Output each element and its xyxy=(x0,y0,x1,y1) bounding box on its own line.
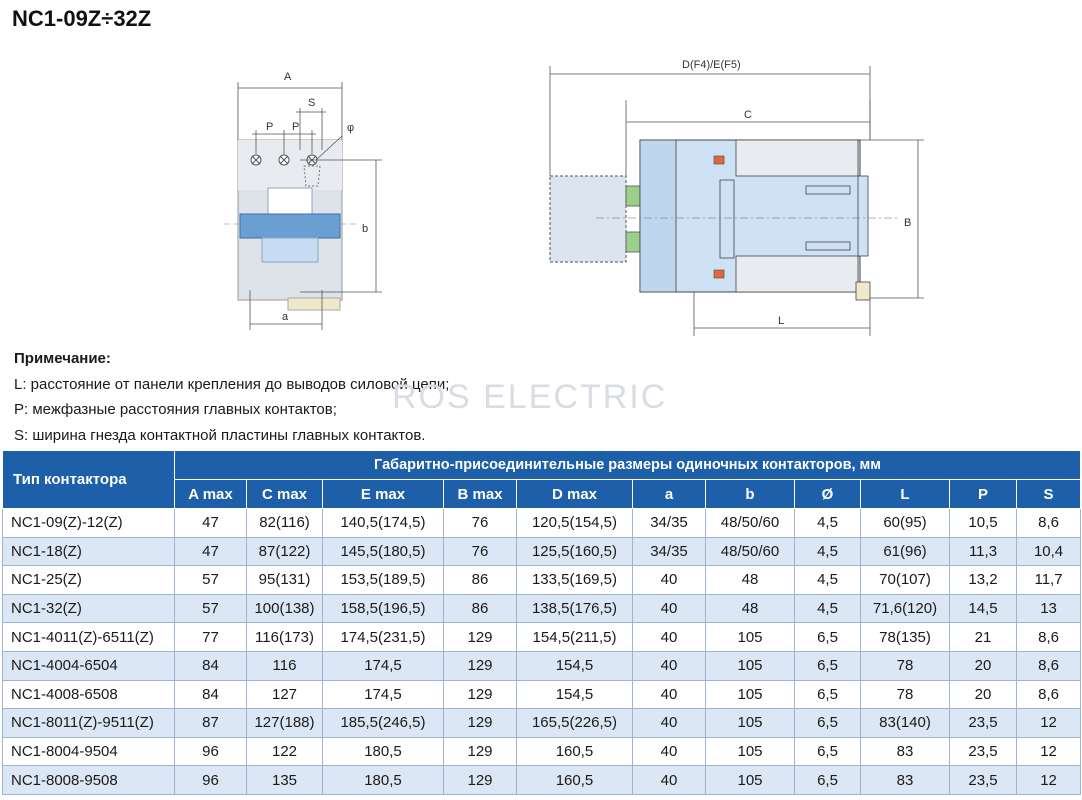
dimension-cell: 70(107) xyxy=(861,566,950,595)
notes-block xyxy=(14,346,449,448)
dimension-cell: 83 xyxy=(861,737,950,766)
dim-label-A: A xyxy=(284,71,292,83)
contactor-type-cell: NC1-32(Z) xyxy=(3,594,175,623)
dimension-cell: 21 xyxy=(950,623,1017,652)
contactor-type-cell: NC1-8004-9504 xyxy=(3,737,175,766)
dimension-cell: 129 xyxy=(444,623,517,652)
front-view xyxy=(224,71,382,330)
dimension-cell: 47 xyxy=(175,537,247,566)
dim-label-P1: P xyxy=(266,121,274,133)
table-row xyxy=(3,594,1081,623)
dimension-cell: 125,5(160,5) xyxy=(517,537,633,566)
dimension-cell: 78 xyxy=(861,651,950,680)
dimension-cell: 23,5 xyxy=(950,737,1017,766)
dimension-cell: 129 xyxy=(444,680,517,709)
contactor-type-cell: NC1-8011(Z)-9511(Z) xyxy=(3,709,175,738)
dimension-cell: 40 xyxy=(633,651,706,680)
dim-label-DE: D(F4)/E(F5) xyxy=(682,59,741,71)
dimension-cell: 153,5(189,5) xyxy=(323,566,444,595)
contactor-type-cell: NC1-8008-9508 xyxy=(3,766,175,795)
dimension-cell: 129 xyxy=(444,651,517,680)
dimension-cell: 160,5 xyxy=(517,766,633,795)
dimension-cell: 158,5(196,5) xyxy=(323,594,444,623)
dimension-cell: 127(188) xyxy=(247,709,323,738)
dimension-cell: 6,5 xyxy=(795,680,861,709)
dimension-cell: 86 xyxy=(444,566,517,595)
dimension-cell: 57 xyxy=(175,566,247,595)
dimension-cell: 78(135) xyxy=(861,623,950,652)
dimension-cell: 6,5 xyxy=(795,651,861,680)
dimension-cell: 6,5 xyxy=(795,709,861,738)
column-header: C max xyxy=(247,480,323,509)
side-view xyxy=(550,59,924,336)
dimension-cell: 145,5(180,5) xyxy=(323,537,444,566)
dimension-cell: 34/35 xyxy=(633,509,706,538)
column-header: P xyxy=(950,480,1017,509)
dimension-cell: 78 xyxy=(861,680,950,709)
dimension-cell: 174,5(231,5) xyxy=(323,623,444,652)
dimension-cell: 48/50/60 xyxy=(706,537,795,566)
dimension-cell: 105 xyxy=(706,680,795,709)
dimension-cell: 82(116) xyxy=(247,509,323,538)
front-blue-bar xyxy=(240,214,340,238)
dimension-cell: 83(140) xyxy=(861,709,950,738)
dimension-cell: 40 xyxy=(633,709,706,738)
dimension-cell: 154,5 xyxy=(517,651,633,680)
dimension-cell: 96 xyxy=(175,737,247,766)
dimension-cell: 140,5(174,5) xyxy=(323,509,444,538)
dimension-cell: 120,5(154,5) xyxy=(517,509,633,538)
dimension-cell: 23,5 xyxy=(950,766,1017,795)
front-window xyxy=(268,188,312,214)
dimension-cell: 40 xyxy=(633,737,706,766)
dimension-cell: 138,5(176,5) xyxy=(517,594,633,623)
dimension-cell: 40 xyxy=(633,623,706,652)
dimension-cell: 105 xyxy=(706,651,795,680)
dimension-cell: 57 xyxy=(175,594,247,623)
dimension-cell: 83 xyxy=(861,766,950,795)
contactor-type-cell: NC1-4011(Z)-6511(Z) xyxy=(3,623,175,652)
dimension-cell: 40 xyxy=(633,566,706,595)
dimension-cell: 12 xyxy=(1017,737,1081,766)
contactor-type-cell: NC1-25(Z) xyxy=(3,566,175,595)
contactor-type-cell: NC1-09(Z)-12(Z) xyxy=(3,509,175,538)
dimension-cell: 127 xyxy=(247,680,323,709)
dimension-cell: 14,5 xyxy=(950,594,1017,623)
dimension-cell: 40 xyxy=(633,594,706,623)
dimensions-table xyxy=(2,450,1081,795)
column-header: a xyxy=(633,480,706,509)
table-row xyxy=(3,537,1081,566)
dimension-cell: 87(122) xyxy=(247,537,323,566)
front-upper-zone xyxy=(238,140,342,190)
note-line: S: ширина гнезда контактной пластины главных контактов. xyxy=(14,426,426,444)
dimension-cell: 116(173) xyxy=(247,623,323,652)
dimension-cell: 71,6(120) xyxy=(861,594,950,623)
dim-label-S: S xyxy=(308,97,316,109)
dimension-cell: 40 xyxy=(633,680,706,709)
dimension-cell: 160,5 xyxy=(517,737,633,766)
page-title: NC1-09Z÷32Z xyxy=(12,6,152,31)
dimension-cell: 180,5 xyxy=(323,737,444,766)
dimension-cell: 6,5 xyxy=(795,737,861,766)
dimension-cell: 48 xyxy=(706,594,795,623)
dimension-cell: 129 xyxy=(444,766,517,795)
front-lower-tab xyxy=(288,298,340,310)
dimension-cell: 84 xyxy=(175,651,247,680)
front-lower-window xyxy=(262,238,318,262)
table-row xyxy=(3,680,1081,709)
dim-label-L: L xyxy=(778,315,785,327)
dimension-cell: 77 xyxy=(175,623,247,652)
dim-label-b: b xyxy=(362,223,369,235)
column-header: S xyxy=(1017,480,1081,509)
dimension-cell: 105 xyxy=(706,623,795,652)
dimension-cell: 8,6 xyxy=(1017,623,1081,652)
dim-label-P2: P xyxy=(292,121,300,133)
column-header: A max xyxy=(175,480,247,509)
dimension-cell: 122 xyxy=(247,737,323,766)
dimension-cell: 76 xyxy=(444,537,517,566)
dimension-cell: 133,5(169,5) xyxy=(517,566,633,595)
dimension-cell: 154,5(211,5) xyxy=(517,623,633,652)
column-header: D max xyxy=(517,480,633,509)
dimension-cell: 105 xyxy=(706,766,795,795)
dimension-cell: 20 xyxy=(950,651,1017,680)
dimension-cell: 100(138) xyxy=(247,594,323,623)
column-header: b xyxy=(706,480,795,509)
dimension-cell: 135 xyxy=(247,766,323,795)
dimension-cell: 6,5 xyxy=(795,766,861,795)
dimension-cell: 154,5 xyxy=(517,680,633,709)
dim-label-B: B xyxy=(904,217,912,229)
dimension-cell: 96 xyxy=(175,766,247,795)
dimension-cell: 116 xyxy=(247,651,323,680)
dimension-cell: 129 xyxy=(444,709,517,738)
table-row xyxy=(3,566,1081,595)
dim-label-a: a xyxy=(282,311,289,323)
dimension-cell: 60(95) xyxy=(861,509,950,538)
column-header: E max xyxy=(323,480,444,509)
dimension-cell: 174,5 xyxy=(323,680,444,709)
technical-drawing xyxy=(0,0,1082,345)
watermark: ROS ELECTRIC xyxy=(392,378,668,416)
dimension-cell: 12 xyxy=(1017,766,1081,795)
table-row xyxy=(3,709,1081,738)
dimension-cell: 48 xyxy=(706,566,795,595)
dimension-cell: 4,5 xyxy=(795,509,861,538)
notes-heading: Примечание: xyxy=(14,350,111,367)
dimension-cell: 180,5 xyxy=(323,766,444,795)
dimension-cell: 76 xyxy=(444,509,517,538)
dimension-cell: 61(96) xyxy=(861,537,950,566)
dimension-cell: 95(131) xyxy=(247,566,323,595)
dimension-cell: 4,5 xyxy=(795,566,861,595)
dimension-cell: 11,7 xyxy=(1017,566,1081,595)
dimension-cell: 8,6 xyxy=(1017,651,1081,680)
side-cover xyxy=(550,176,626,262)
dimension-cell: 10,5 xyxy=(950,509,1017,538)
group-header: Габаритно-присоединительные размеры одиночных контакторов, мм xyxy=(175,451,1081,480)
dim-label-C: C xyxy=(744,109,752,121)
dimension-cell: 4,5 xyxy=(795,537,861,566)
table-row xyxy=(3,766,1081,795)
dimension-cell: 87 xyxy=(175,709,247,738)
dimension-cell: 84 xyxy=(175,680,247,709)
dimension-cell: 4,5 xyxy=(795,594,861,623)
type-header: Тип контактора xyxy=(3,451,175,509)
column-header: B max xyxy=(444,480,517,509)
dimension-cell: 40 xyxy=(633,766,706,795)
dimension-cell: 86 xyxy=(444,594,517,623)
contactor-type-cell: NC1-4008-6508 xyxy=(3,680,175,709)
contactor-type-cell: NC1-4004-6504 xyxy=(3,651,175,680)
dimension-cell: 23,5 xyxy=(950,709,1017,738)
note-line: L: расстояние от панели крепления до выводов силовой цепи; xyxy=(14,375,450,393)
dimension-cell: 48/50/60 xyxy=(706,509,795,538)
dimension-cell: 6,5 xyxy=(795,623,861,652)
dimension-cell: 47 xyxy=(175,509,247,538)
dimension-cell: 185,5(246,5) xyxy=(323,709,444,738)
contactor-type-cell: NC1-18(Z) xyxy=(3,537,175,566)
dimension-cell: 105 xyxy=(706,709,795,738)
dimension-cell: 34/35 xyxy=(633,537,706,566)
dimension-cell: 13 xyxy=(1017,594,1081,623)
dim-label-phi: φ xyxy=(347,122,355,134)
dimension-cell: 8,6 xyxy=(1017,680,1081,709)
column-header: Ø xyxy=(795,480,861,509)
dimension-cell: 10,4 xyxy=(1017,537,1081,566)
table-row xyxy=(3,623,1081,652)
dimension-cell: 12 xyxy=(1017,709,1081,738)
table-row xyxy=(3,737,1081,766)
dimension-cell: 165,5(226,5) xyxy=(517,709,633,738)
dimension-cell: 11,3 xyxy=(950,537,1017,566)
dimension-cell: 8,6 xyxy=(1017,509,1081,538)
table-row xyxy=(3,651,1081,680)
dimension-cell: 13,2 xyxy=(950,566,1017,595)
table-row xyxy=(3,509,1081,538)
dimension-cell: 129 xyxy=(444,737,517,766)
dimension-cell: 105 xyxy=(706,737,795,766)
dimension-cell: 20 xyxy=(950,680,1017,709)
dimension-cell: 174,5 xyxy=(323,651,444,680)
note-line: P: межфазные расстояния главных контактов; xyxy=(14,401,337,418)
column-header: L xyxy=(861,480,950,509)
